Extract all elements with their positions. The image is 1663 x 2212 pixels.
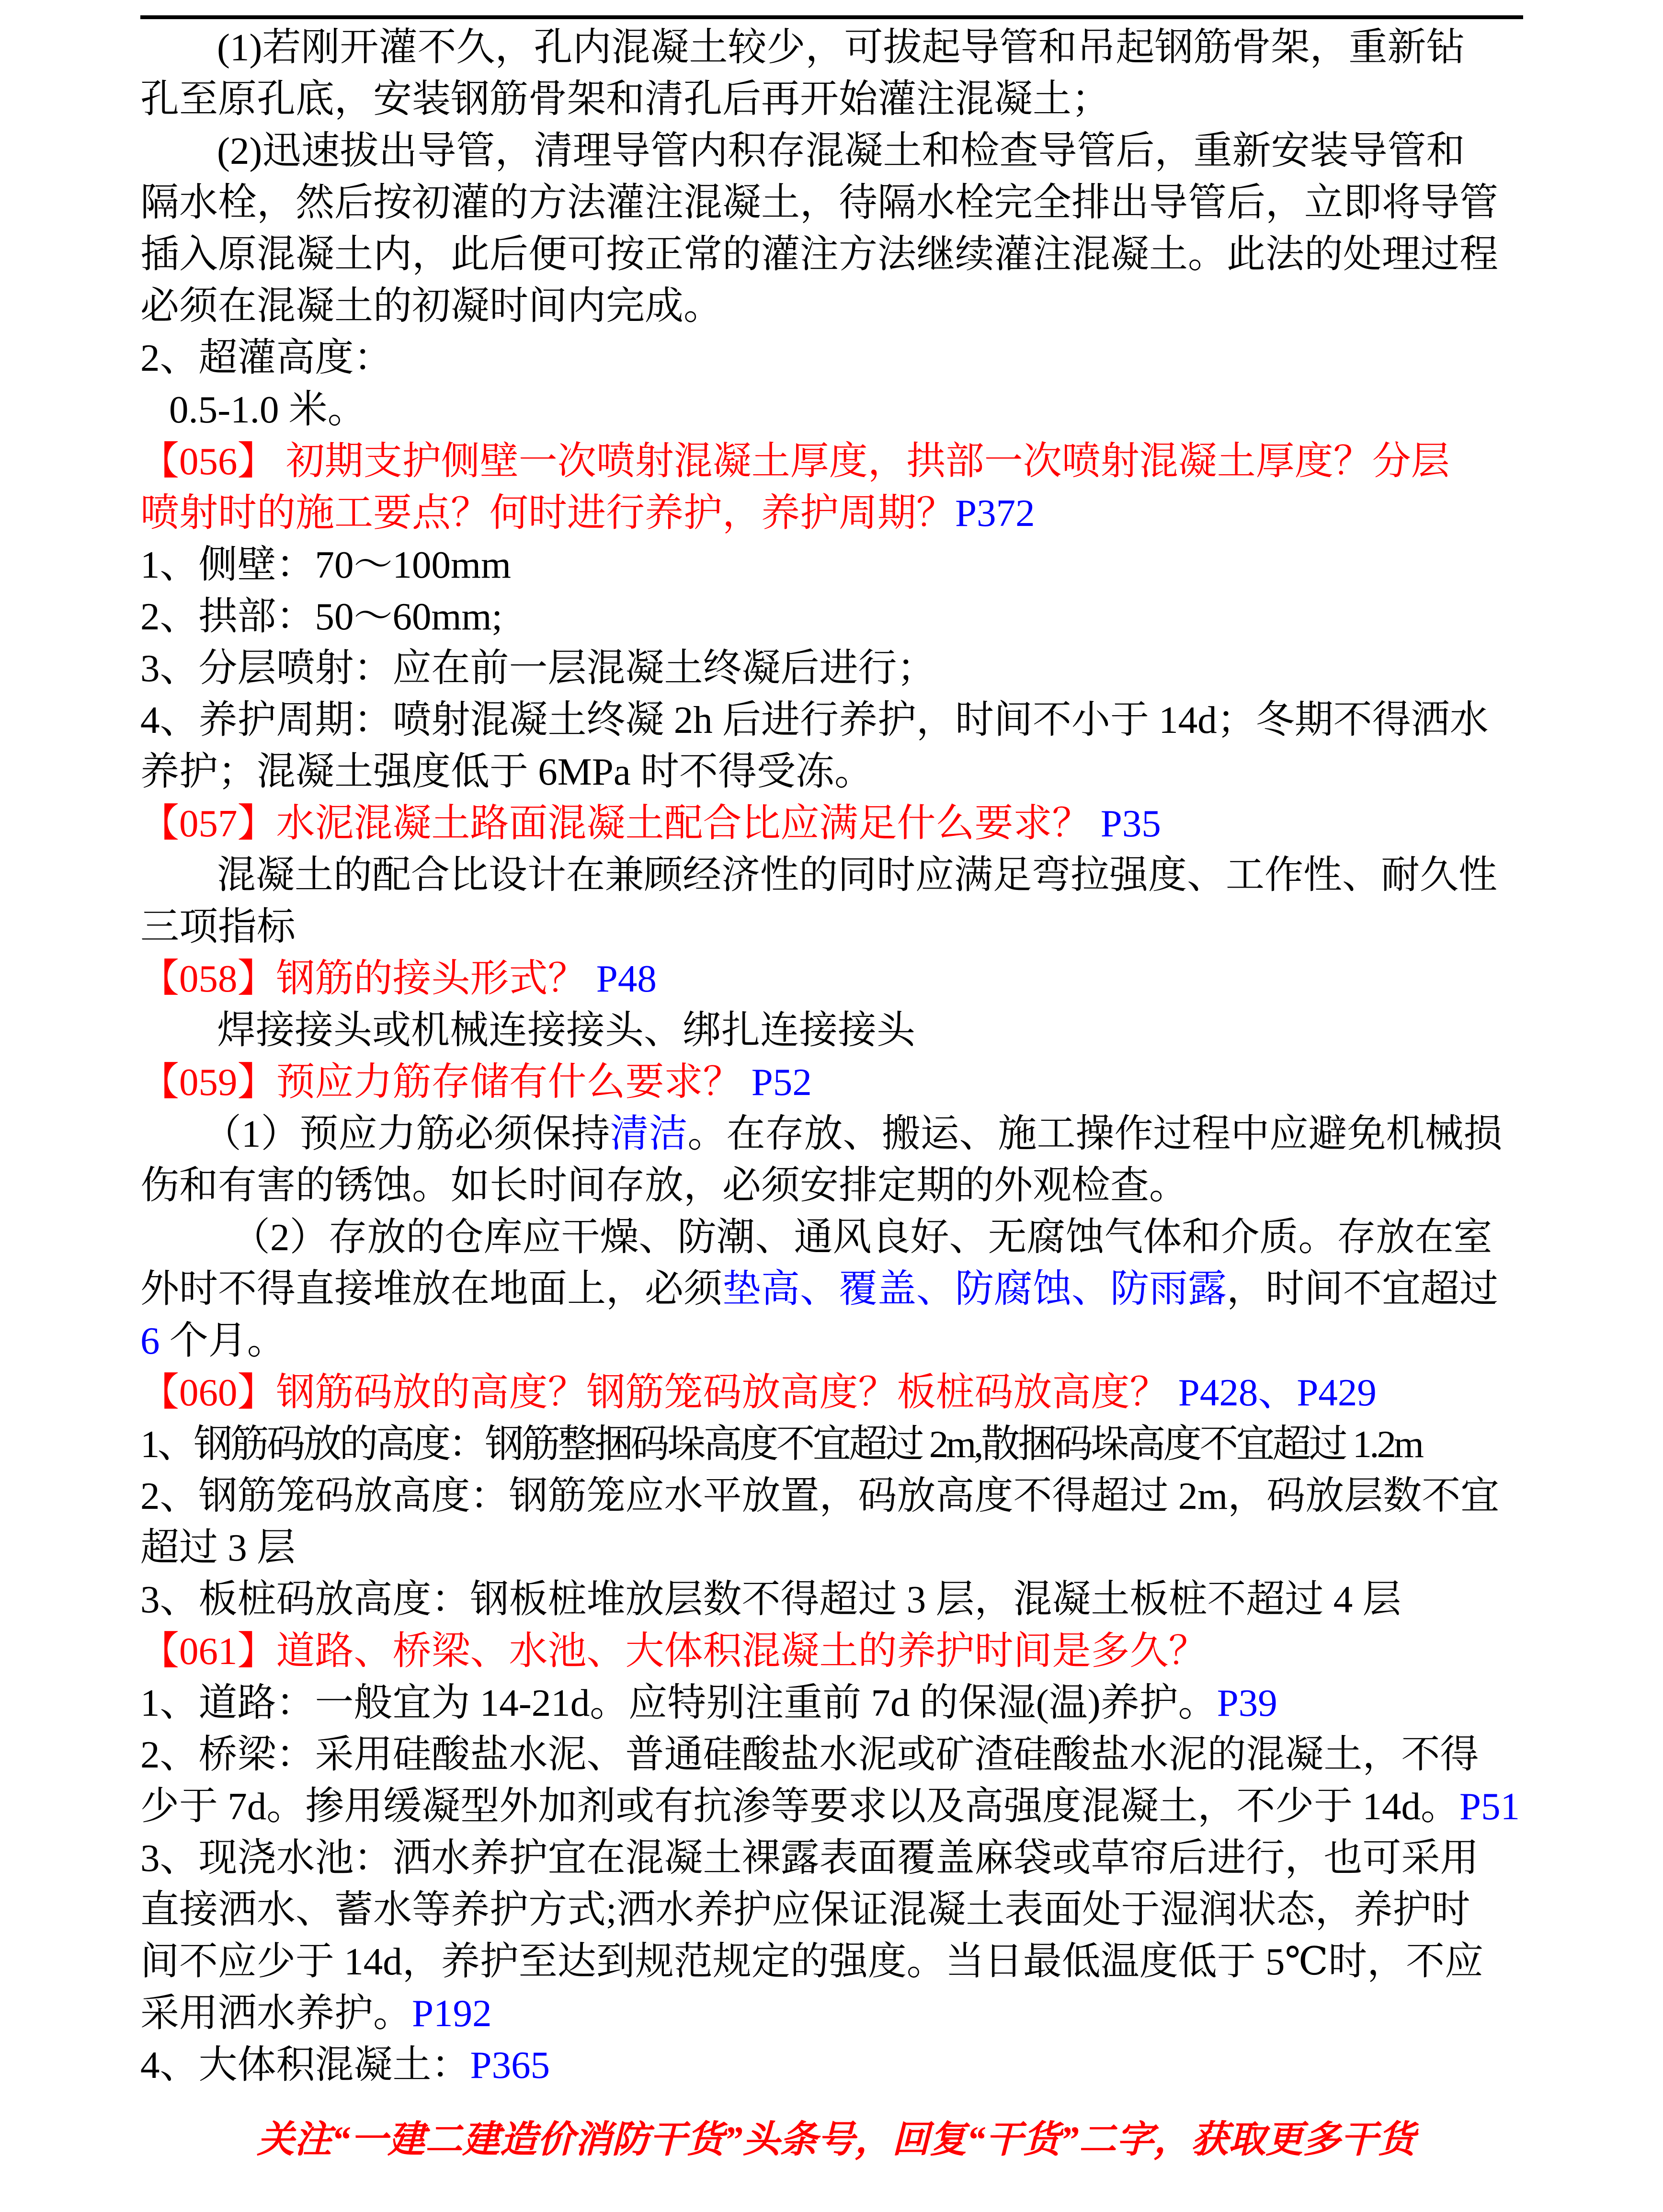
text-line (140, 1211, 1532, 1263)
text-line (140, 591, 1532, 642)
text-segment: 【058】钢筋的接头形式？ (140, 957, 587, 1000)
text-line (140, 384, 1532, 435)
text-segment: 3、分层喷射：应在前一层混凝土终凝后进行； (140, 647, 936, 690)
text-segment: 个月。 (159, 1319, 286, 1362)
text-segment: 【059】预应力筋存储有什么要求？ (140, 1060, 742, 1104)
text-segment: P428、P429 (1168, 1371, 1377, 1414)
text-line (140, 1470, 1532, 1522)
text-segment: (1)若刚开灌不久，孔内混凝土较少，可拔起导管和吊起钢筋骨架，重新钻 (217, 26, 1465, 69)
text-line (140, 1108, 1532, 1160)
text-segment: 焊接接头或机械连接接头、绑扎连接接头 (217, 1009, 916, 1052)
text-segment: 2、钢筋笼码放高度：钢筋笼应水平放置，码放高度不得超过 2m，码放层数不宜 (140, 1474, 1500, 1517)
text-segment: 伤和有害的锈蚀。如长时间存放，必须安排定期的外观检查。 (140, 1164, 1188, 1207)
text-segment: 0.5-1.0 米。 (169, 388, 366, 431)
text-line (140, 694, 1532, 746)
text-segment: 孔至原孔底，安装钢筋骨架和清孔后再开始灌注混凝土； (140, 78, 1111, 121)
text-segment: 混凝土的配合比设计在兼顾经济性的同时应满足弯拉强度、工作性、耐久性 (217, 854, 1498, 897)
text-line (140, 849, 1532, 901)
text-segment: 。在存放、搬运、施工操作过程中应避免机械损 (687, 1112, 1503, 1155)
text-segment: （2）存放的仓库应干燥、防潮、通风良好、无腐蚀气体和介质。存放在室 (231, 1216, 1492, 1259)
text-line (140, 1056, 1532, 1108)
text-segment: 外时不得直接堆放在地面上，必须 (140, 1267, 723, 1311)
text-line (140, 1625, 1532, 1677)
text-segment: 【060】钢筋码放的高度？钢筋笼码放高度？板桩码放高度？ (140, 1371, 1169, 1414)
text-line (140, 22, 1532, 73)
text-segment: 垫高、覆盖、防腐蚀、防雨露 (722, 1267, 1227, 1311)
text-segment: 必须在混凝土的初凝时间内完成。 (140, 285, 723, 328)
text-segment: 4、大体积混凝土： (140, 2043, 470, 2087)
text-segment: P192 (412, 1992, 492, 2035)
text-segment: 直接洒水、蓄水等养护方式;洒水养护应保证混凝土表面处于湿润状态，养护时 (140, 1888, 1470, 1931)
text-line (140, 1367, 1532, 1418)
top-rule (140, 15, 1523, 19)
text-segment: 2、拱部：50～60mm; (140, 595, 503, 638)
text-segment: P372 (955, 491, 1035, 535)
text-line (140, 228, 1532, 280)
text-segment: 2、桥梁：采用硅酸盐水泥、普通硅酸盐水泥或矿渣硅酸盐水泥的混凝土，不得 (140, 1733, 1479, 1776)
text-segment: 3、板桩码放高度：钢板桩堆放层数不得超过 3 层，混凝土板桩不超过 4 层 (140, 1578, 1401, 1621)
text-line (140, 73, 1532, 125)
text-segment: 采用洒水养护。 (140, 1992, 412, 2035)
text-line (140, 1677, 1532, 1729)
text-segment: P365 (470, 2043, 550, 2087)
text-line (140, 1780, 1532, 1832)
text-line (140, 1987, 1532, 2039)
text-line (140, 746, 1532, 798)
text-segment: 三项指标 (140, 905, 296, 948)
text-line (140, 1573, 1532, 1625)
footer-note: 关注“一建二建造价消防干货”头条号，回复“干货”二字，获取更多干货 (257, 2119, 1415, 2160)
text-line (140, 1160, 1532, 1211)
text-segment: 隔水栓，然后按初灌的方法灌注混凝土，待隔水栓完全排出导管后，立即将导管 (140, 181, 1499, 224)
text-segment: P51 (1459, 1785, 1520, 1828)
text-segment: 【057】水泥混凝土路面混凝土配合比应满足什么要求？ (140, 802, 1091, 845)
text-segment: 4、养护周期：喷射混凝土终凝 2h 后进行养护，时间不小于 14d；冬期不得洒水 (140, 698, 1489, 741)
text-segment: P52 (741, 1060, 812, 1104)
text-line (140, 2039, 1532, 2091)
text-segment: 间不应少于 14d，养护至达到规范规定的强度。当日最低温度低于 5℃时，不应 (140, 1940, 1484, 1983)
text-segment: 超过 3 层 (140, 1526, 296, 1569)
text-segment: P39 (1217, 1681, 1277, 1724)
text-line (140, 1936, 1532, 1987)
text-segment: 2、超灌高度： (140, 336, 393, 379)
text-segment: P48 (586, 957, 657, 1000)
text-segment: 6 (140, 1319, 160, 1362)
text-segment: (2)迅速拔出导管，清理导管内积存混凝土和检查导管后，重新安装导管和 (217, 129, 1465, 172)
text-line (140, 1004, 1532, 1056)
text-segment: 【056】 初期支护侧壁一次喷射混凝土厚度，拱部一次喷射混凝土厚度？分层 (140, 440, 1450, 483)
text-line (140, 1418, 1532, 1470)
text-line (140, 901, 1532, 953)
text-segment: 插入原混凝土内，此后便可按正常的灌注方法继续灌注混凝土。此法的处理过程 (140, 233, 1499, 276)
text-line (140, 125, 1532, 177)
text-line (140, 1315, 1532, 1367)
text-line (140, 487, 1532, 539)
text-line (140, 1884, 1532, 1936)
text-line (140, 539, 1532, 591)
text-segment: 1、道路：一般宜为 14-21d。应特别注重前 7d 的保湿(温)养护。 (140, 1681, 1217, 1724)
text-segment: 1、钢筋码放的高度：钢筋整捆码垛高度不宜超过 2m,散捆码垛高度不宜超过 1.2m (140, 1423, 1422, 1466)
text-segment: 喷射时的施工要点？何时进行养护，养护周期？ (140, 491, 956, 535)
text-line (140, 1832, 1532, 1884)
text-segment: 3、现浇水池：洒水养护宜在混凝土裸露表面覆盖麻袋或草帘后进行，也可采用 (140, 1836, 1479, 1880)
page-content (140, 22, 1532, 2166)
text-segment: 【061】道路、桥梁、水池、大体积混凝土的养护时间是多久？ (140, 1630, 1207, 1673)
text-line (140, 332, 1532, 384)
text-line (140, 642, 1532, 694)
text-line (140, 798, 1532, 849)
text-segment: 清洁 (610, 1112, 688, 1155)
text-line (140, 953, 1532, 1004)
text-line (140, 1263, 1532, 1315)
text-segment: P35 (1091, 802, 1161, 845)
text-segment: （1）预应力筋必须保持 (203, 1112, 610, 1155)
text-line (140, 177, 1532, 228)
text-line (140, 1729, 1532, 1780)
text-segment: 1、侧壁：70～100mm (140, 543, 512, 586)
text-segment: 养护；混凝土强度低于 6MPa 时不得受冻。 (140, 750, 874, 793)
text-line (140, 1522, 1532, 1573)
text-segment: ，时间不宜超过 (1227, 1267, 1499, 1311)
text-line (140, 280, 1532, 332)
text-line (140, 435, 1532, 487)
text-segment: 少于 7d。掺用缓凝型外加剂或有抗渗等要求以及高强度混凝土，不少于 14d。 (140, 1785, 1460, 1828)
